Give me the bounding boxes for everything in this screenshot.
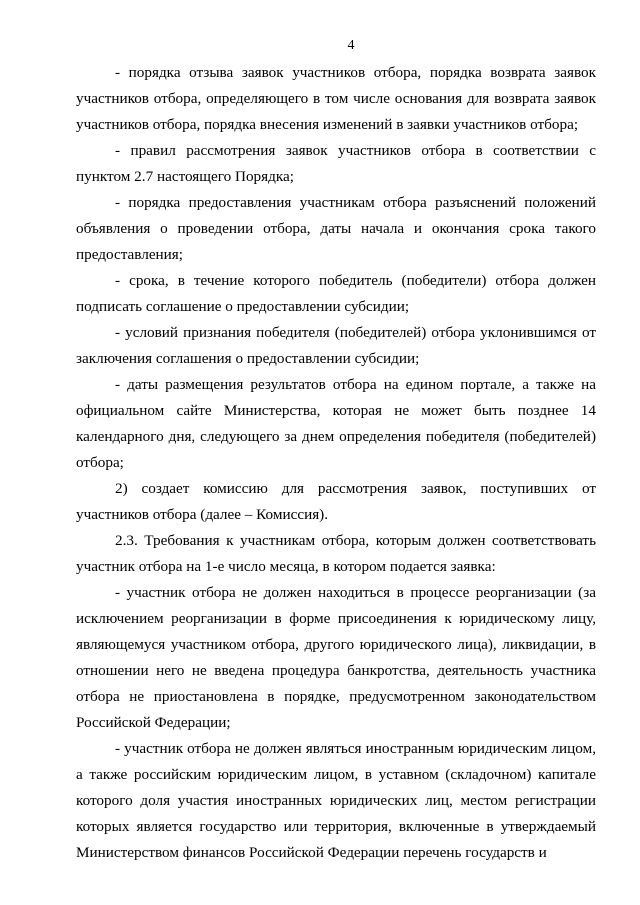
paragraph-evasion-conditions: - условий признания победителя (победителей) отбора уклонившимся от заключения соглашения о предоставлении субсидии; <box>76 324 596 367</box>
paragraph-signing-term: - срока, в течение которого победитель (победители) отбора должен подписать соглашение о предоставлении субсидии; <box>76 272 596 315</box>
paragraph-review-rules: - правил рассмотрения заявок участников отбора в соответствии с пунктом 2.7 настоящего Порядка; <box>76 142 596 185</box>
paragraph-clarification-order: - порядка предоставления участникам отбора разъяснений положений объявления о проведении отбора, даты начала и окончания срока такого предоставления; <box>76 194 596 263</box>
paragraph-foreign-entity-requirement: - участник отбора не должен являться иностранным юридическим лицом, а также российским юридическим лицом, в уставном (складочном) капитале которого доля участия иностранных юридических лиц, местом регистрации которых является государство или территория, включенные в утверждаемый Министерством финансов Российской Федерации перечень государств и <box>76 740 596 861</box>
paragraph-requirements-heading: 2.3. Требования к участникам отбора, которым должен соответствовать участник отбора на 1-е число месяца, в котором подается заявка: <box>76 532 596 575</box>
paragraph-withdrawal-order: - порядка отзыва заявок участников отбора, порядка возврата заявок участников отбора, определяющего в том числе основания для возврата заявок участников отбора, порядка внесения изменений в заявки участников отбора; <box>76 64 596 133</box>
paragraph-results-publication: - даты размещения результатов отбора на едином портале, а также на официальном сайте Министерства, которая не может быть позднее 14 календарного дня, следующего за днем определения победителя (победителей) отбора; <box>76 376 596 471</box>
page-number: 4 <box>347 38 355 53</box>
paragraph-commission: 2) создает комиссию для рассмотрения заявок, поступивших от участников отбора (далее – Комиссия). <box>76 480 596 523</box>
paragraph-reorganization-requirement: - участник отбора не должен находиться в процессе реорганизации (за исключением реорганизации в форме присоединения к юридическому лицу, являющемуся участником отбора, другого юридического лица), ликвидации, в отношении него не введена процедура банкротства, деятельность участника отбора не приостановлена в порядке, предусмотренном законодательством Российской Федерации; <box>76 584 596 731</box>
